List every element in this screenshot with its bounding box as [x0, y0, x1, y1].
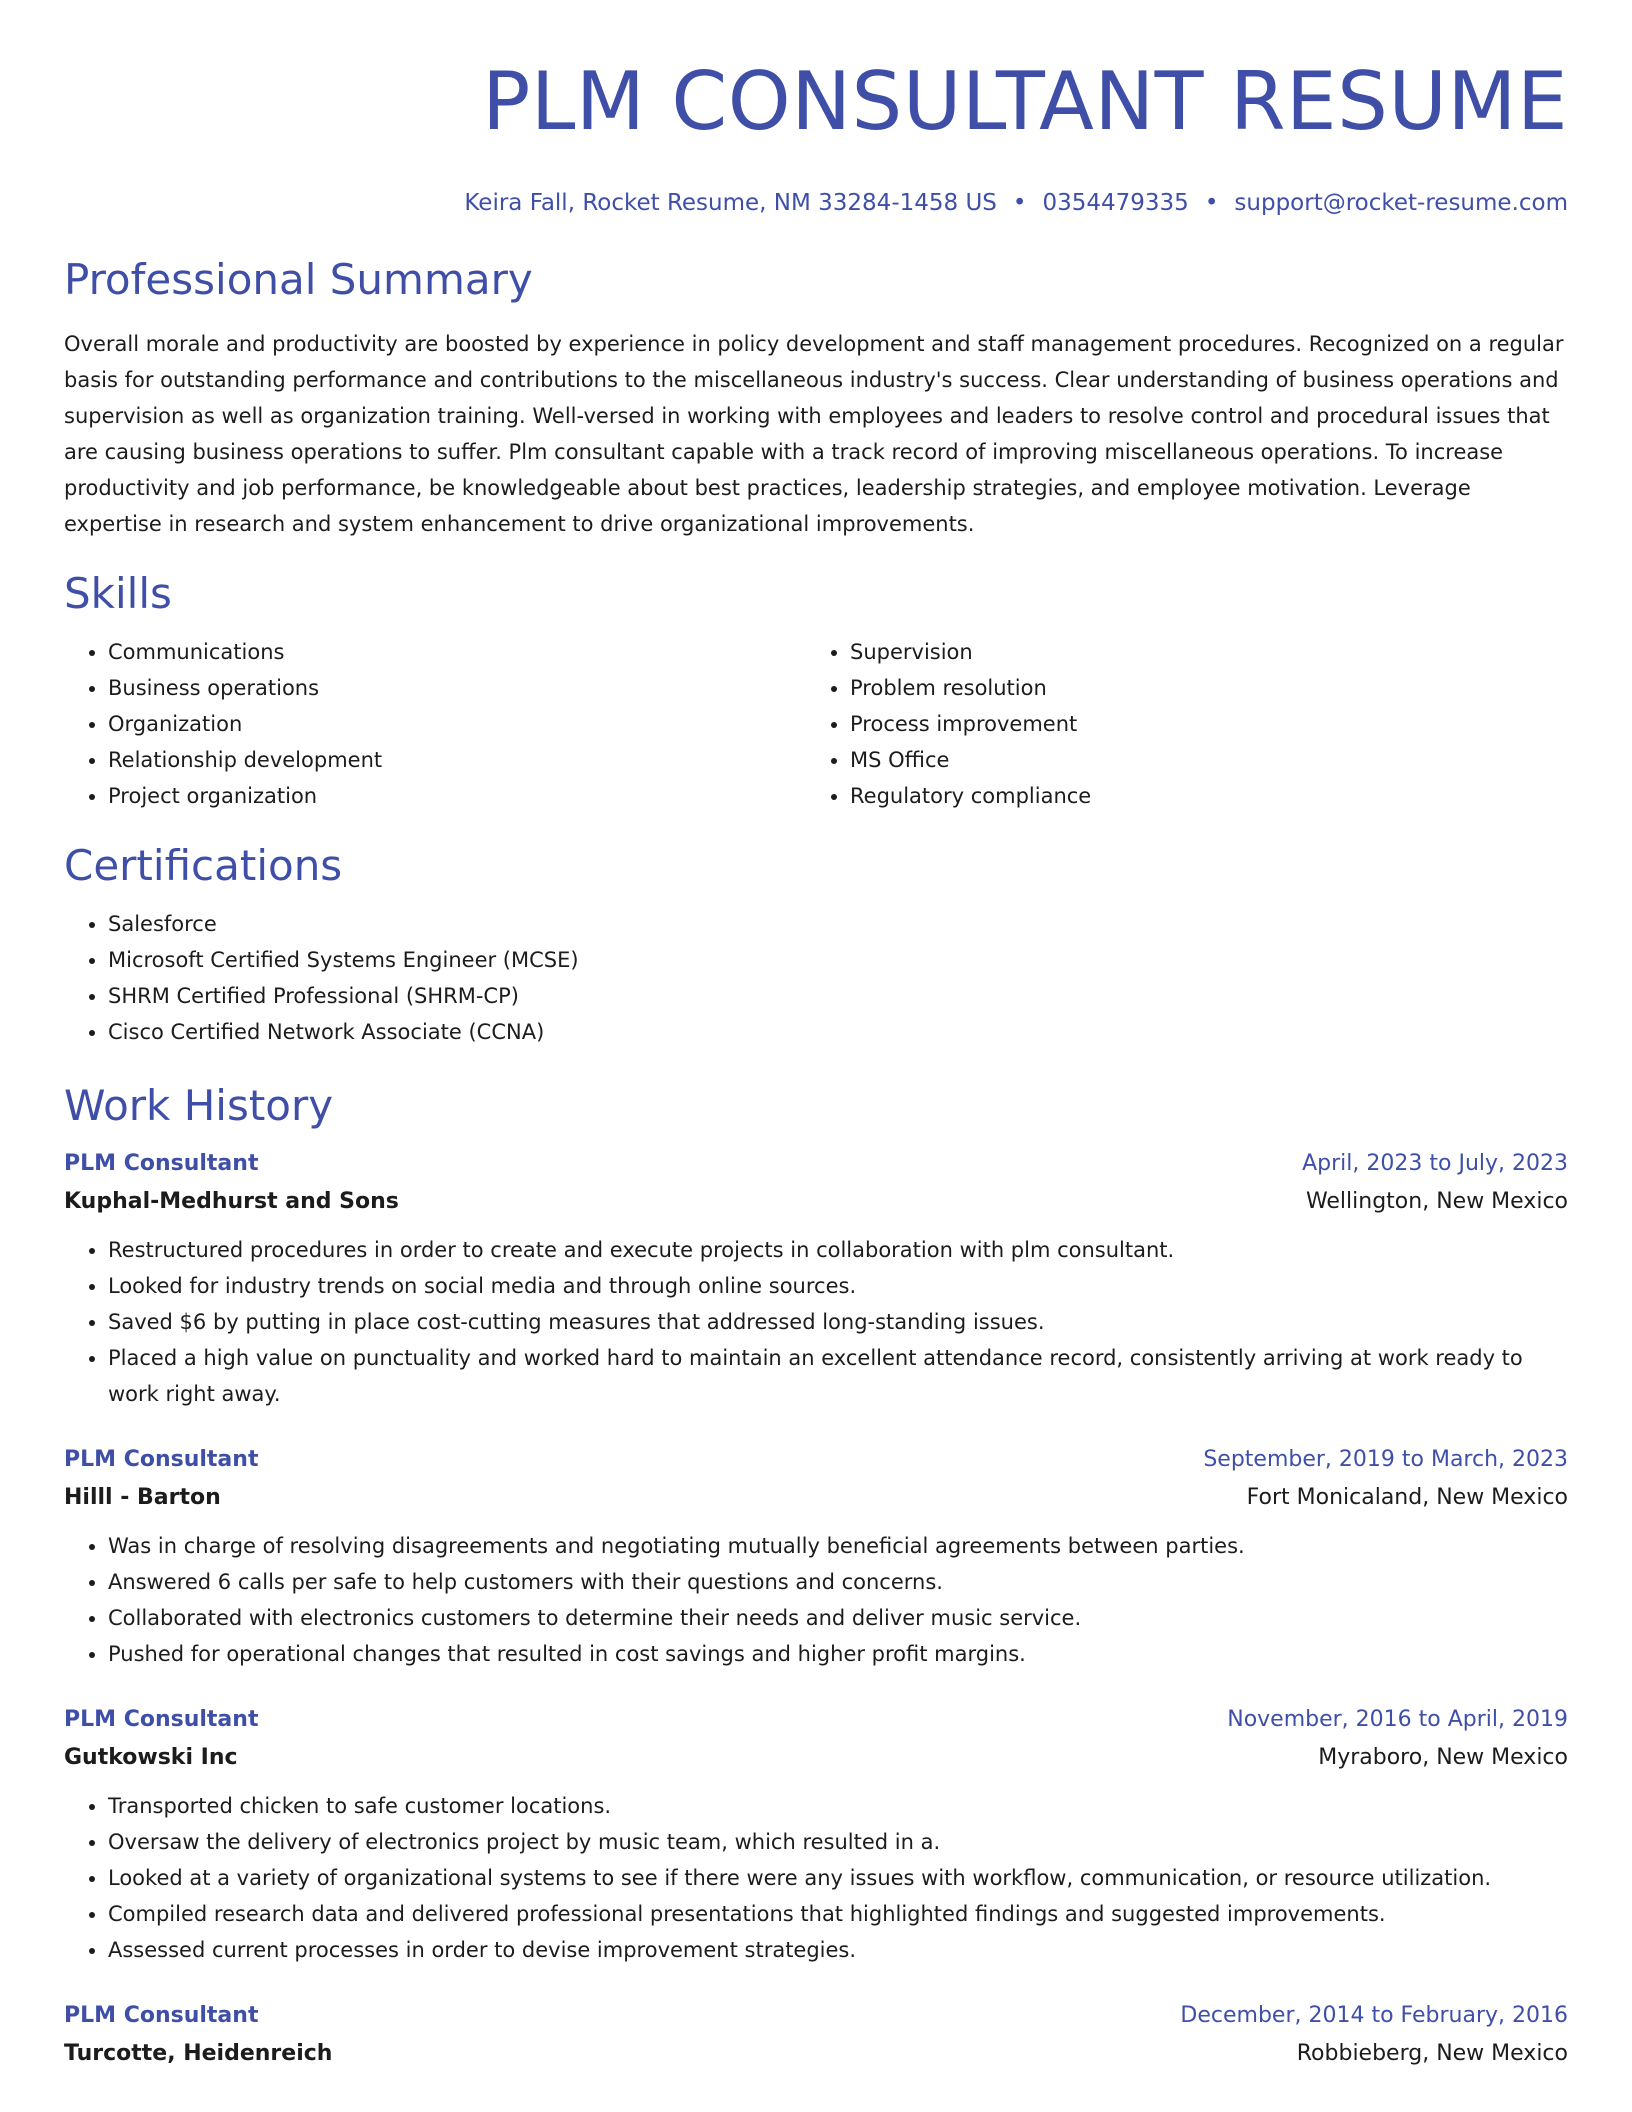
certifications-list: [64, 906, 1568, 1050]
job-bullet: • Oversaw the delivery of electronics project by music team, which resulted in a.: [108, 1824, 1568, 1860]
job-location: Robbieberg, New Mexico: [1296, 2041, 1568, 2066]
job-bullet: • Restructured procedures in order to create and execute projects in collaboration with plm consultant.: [108, 1232, 1568, 1268]
job-bullet: • Looked at a variety of organizational systems to see if there were any issues with workflow, communication, or resource utilization.: [108, 1860, 1568, 1896]
certifications-heading: Certifications: [64, 841, 343, 890]
job-bullet: • Saved $6 by putting in place cost-cutting measures that addressed long-standing issues.: [108, 1304, 1568, 1340]
job-title: PLM Consultant: [64, 1707, 259, 1732]
job-bullet: • Answered 6 calls per safe to help customers with their questions and concerns.: [108, 1564, 1568, 1600]
job-header-row: [64, 1998, 1568, 2034]
separator-dot: •: [1204, 190, 1219, 216]
contact-email[interactable]: support@rocket-resume.com: [1234, 190, 1568, 216]
job-header-row: [64, 1442, 1568, 1478]
job-company-row: [64, 1182, 1568, 1222]
skills-list-left: [64, 634, 806, 814]
job-dates: December, 2014 to February, 2016: [1180, 2003, 1568, 2028]
job-dates: September, 2019 to March, 2023: [1203, 1447, 1568, 1472]
job-company-row: [64, 1478, 1568, 1518]
job-bullet: • Transported chicken to safe customer locations.: [108, 1788, 1568, 1824]
resume-title: PLM CONSULTANT RESUME: [482, 55, 1568, 148]
skill-item: • Regulatory compliance: [850, 778, 1548, 814]
summary-section: [64, 254, 1568, 542]
job-company-row: [64, 2034, 1568, 2074]
skills-heading: Skills: [64, 569, 172, 618]
skill-item: • Process improvement: [850, 706, 1548, 742]
skill-item: • Project organization: [108, 778, 806, 814]
job-bullet: • Looked for industry trends on social media and through online sources.: [108, 1268, 1568, 1304]
certification-item: • Microsoft Certified Systems Engineer (MCSE): [108, 942, 1568, 978]
job-company: Turcotte, Heidenreich: [64, 2041, 333, 2066]
contact-phone: 0354479335: [1042, 190, 1189, 216]
skill-item: • Supervision: [850, 634, 1548, 670]
job-location: Myraboro, New Mexico: [1318, 1745, 1568, 1770]
certification-item: • SHRM Certified Professional (SHRM-CP): [108, 978, 1568, 1014]
job-dates: April, 2023 to July, 2023: [1302, 1151, 1568, 1176]
skill-item: • Business operations: [108, 670, 806, 706]
job-entry: [64, 1702, 1568, 1968]
job-entry: [64, 1146, 1568, 1412]
job-bullet: • Was in charge of resolving disagreements and negotiating mutually beneficial agreements between parties.: [108, 1528, 1568, 1564]
job-header-row: [64, 1146, 1568, 1182]
job-entry: [64, 1442, 1568, 1672]
summary-heading: Professional Summary: [64, 255, 533, 304]
skill-item: • Problem resolution: [850, 670, 1548, 706]
job-bullets: [64, 1788, 1568, 1968]
job-entry: [64, 1998, 1568, 2074]
job-bullet: • Pushed for operational changes that resulted in cost savings and higher profit margins.: [108, 1636, 1568, 1672]
job-title: PLM Consultant: [64, 2003, 259, 2028]
summary-text: Overall morale and productivity are boosted by experience in policy development and staff management procedures. Recognized on a regular basis for outstanding performance and contributions to the miscellaneous industry's success. Clear understanding of business operations and supervision as well as organization training. Well-versed in working with employees and leaders to resolve control and procedural issues that are causing business operations to suffer. Plm consultant capable with a track record of improving miscellaneous operations. To increase productivity and job performance, be knowledgeable about best practices, leadership strategies, and employee motivation. Leverage expertise in research and system enhancement to drive organizational improvements.: [64, 332, 1564, 536]
job-bullets: [64, 1528, 1568, 1672]
job-bullet: • Placed a high value on punctuality and worked hard to maintain an excellent attendance record, consistently arriving at work ready to work right away.: [108, 1340, 1568, 1412]
skills-section: [64, 568, 1568, 814]
certification-item: • Salesforce: [108, 906, 1568, 942]
job-location: Wellington, New Mexico: [1305, 1189, 1568, 1214]
contact-address: Keira Fall, Rocket Resume, NM 33284-1458 US: [464, 190, 997, 216]
skill-item: • Relationship development: [108, 742, 806, 778]
job-company: Kuphal-Medhurst and Sons: [64, 1189, 399, 1214]
skill-item: • Communications: [108, 634, 806, 670]
job-bullet: • Collaborated with electronics customers to determine their needs and deliver music service.: [108, 1600, 1568, 1636]
job-company: Hilll - Barton: [64, 1485, 221, 1510]
job-bullet: • Assessed current processes in order to devise improvement strategies.: [108, 1932, 1568, 1968]
certification-item: • Cisco Certified Network Associate (CCNA): [108, 1014, 1568, 1050]
job-location: Fort Monicaland, New Mexico: [1246, 1485, 1568, 1510]
separator-dot: •: [1012, 190, 1027, 216]
skill-item: • MS Office: [850, 742, 1548, 778]
skill-item: • Organization: [108, 706, 806, 742]
work-history-section: [64, 1080, 1568, 2074]
job-bullets: [64, 1232, 1568, 1412]
job-company: Gutkowski Inc: [64, 1745, 238, 1770]
job-title: PLM Consultant: [64, 1447, 259, 1472]
job-company-row: [64, 1738, 1568, 1778]
contact-line: [64, 188, 1568, 218]
job-dates: November, 2016 to April, 2019: [1227, 1707, 1568, 1732]
skills-list-right: [806, 634, 1548, 814]
job-bullet: • Compiled research data and delivered professional presentations that highlighted findings and suggested improvements.: [108, 1896, 1568, 1932]
skills-grid: [64, 620, 1568, 814]
work-history-heading: Work History: [64, 1081, 334, 1130]
job-header-row: [64, 1702, 1568, 1738]
certifications-section: [64, 840, 1568, 1050]
job-title: PLM Consultant: [64, 1151, 259, 1176]
